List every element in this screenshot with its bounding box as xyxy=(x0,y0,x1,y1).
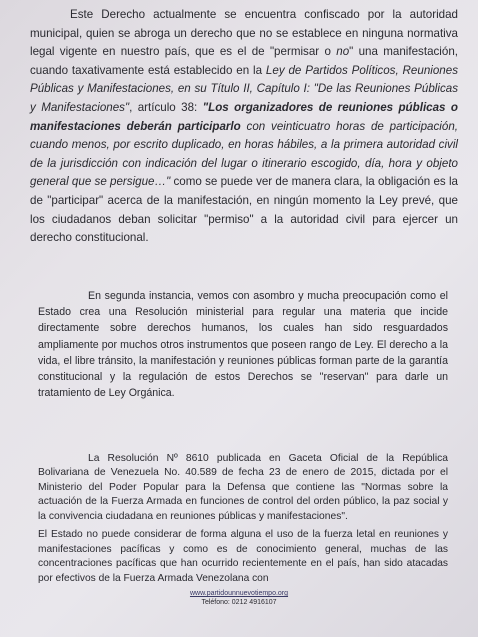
paragraph1-italic-no: no xyxy=(336,45,350,59)
paragraph1-text-2: " una manifestación, cuando taxativamente está establecido en la xyxy=(30,45,459,77)
paragraph-lethal-force: El Estado no puede considerar de forma alguna el uso de la fuerza letal en reuniones y manifestaciones pacíficas y como es de conocimiento general, muchas de las concentraciones pacíficas que han ocurrido recientemente en el país, han sido atacadas por efectivos de la Fuerza Armada Venezolana con xyxy=(38,529,448,584)
law-article-bold-quote: "Los organizadores de reuniones públicas o manifestaciones deberán participarlo xyxy=(30,100,458,133)
paragraph1-text-4: como se puede ver de manera clara, la obligación es la de "participar" acerca de la manifestación, en ningún momento la Ley prevé, que los ciudadanos deban solicitar "permiso" a la autoridad civil para ejercer un derecho constitucional. xyxy=(30,175,458,245)
footer-website-link[interactable]: www.partidounnuevotiempo.org xyxy=(189,590,289,597)
paragraph-confiscated-right xyxy=(30,6,458,248)
paragraph1-text-1: Este Derecho actualmente se encuentra confiscado por la autoridad municipal, quien se abroga un derecho que no se establece en ninguna normativa legal vigente en nuestro país, que es el de "permisar o xyxy=(30,8,458,59)
law-article-italic-quote: con veinticuatro horas de participación, cuando menos, por escrito duplicado, en horas hábiles, a la primera autoridad civil de la jurisdicción con indicación del lugar o itinerario escogido, día, hora y objeto general que se persigue…" xyxy=(30,119,458,189)
footer-phone: Teléfono: 0212 4916107 xyxy=(201,599,277,606)
paragraph-resolution-8610: La Resolución Nº 8610 publicada en Gaceta Oficial de la República Bolivariana de Venezuela No. 40.589 de fecha 23 de enero de 2015, dictada por el Ministerio del Poder Popular para la Defensa que contiene las "Normas sobre la actuación de la Fuerza Armada en funciones de control del orden público, la paz social y la convivencia ciudadana en reuniones públicas y manifestaciones". xyxy=(38,453,448,522)
law-title-citation: Ley de Partidos Políticos, Reuniones Públicas y Manifestaciones, en su Título II, Capítulo I: "De las Reuniones Públicas y Manifestaciones" xyxy=(30,63,458,114)
paragraph-ministerial-resolution: En segunda instancia, vemos con asombro y mucha preocupación como el Estado crea una Resolución ministerial para regular una materia que incide directamente sobre derechos humanos, los cuales han sido resguardados ampliamente por muchos otros instrumentos que poseen rango de Ley. El derecho a la vida, el libre tránsito, la manifestación y reuniones públicas forman parte de la garantía constitucional y la regulación de estos Derechos se "reservan" para darle un tratamiento de Ley Orgánica. xyxy=(38,290,448,400)
paragraph1-text-3: , artículo 38: xyxy=(129,100,203,114)
